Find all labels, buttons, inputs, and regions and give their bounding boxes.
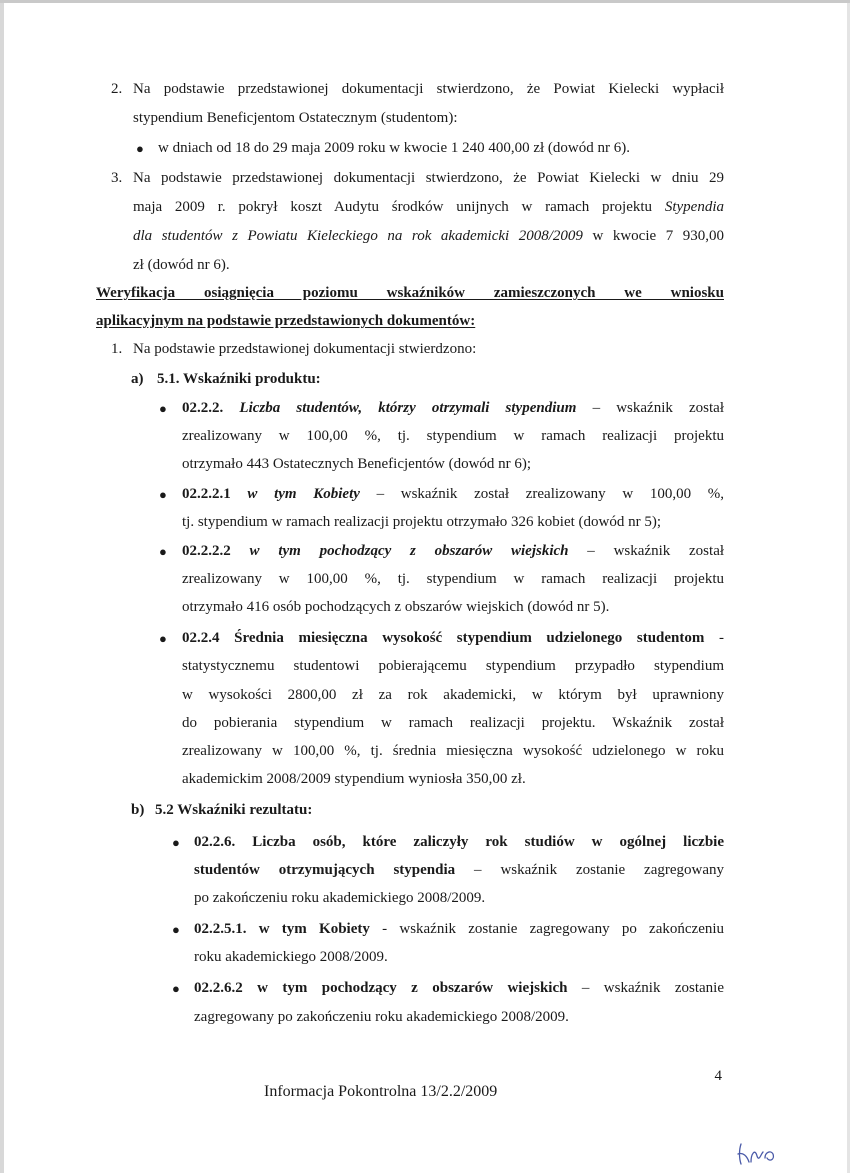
bullet-icon: ● [172, 835, 180, 850]
indicator-02-2-4-line-4: do pobierania stypendium w ramach realizacji projektu. Wskaźnik został [182, 715, 724, 731]
bullet-icon: ● [159, 487, 167, 502]
indicator-02-2-4-line-2: statystycznemu studentowi pobierającemu stypendium przypadło stypendium [182, 658, 724, 674]
item-3-line-3: dla studentów z Powiatu Kieleckiego na rok akademicki 2008/2009 w kwocie 7 930,00 [133, 228, 725, 244]
item-3-line-2: maja 2009 r. pokrył koszt Audytu środków unijnych w ramach projektu Stypendia [133, 199, 725, 215]
indicator-02-2-2-2-line-2: zrealizowany w 100,00 %, tj. stypendium w ramach realizacji projektu [182, 571, 724, 587]
indicator-02-2-4-line-3: w wysokości 2800,00 zł za rok akademicki, w którym był uprawniony [182, 687, 724, 703]
indicator-02-2-2-1-line-1: 02.2.2.1 w tym Kobiety – wskaźnik został zrealizowany w 100,00 %, [182, 486, 725, 502]
item-2-line-1: Na podstawie przedstawionej dokumentacji stwierdzono, że Powiat Kielecki wypłacił [133, 81, 724, 97]
indicator-02-2-6-line-1: 02.2.6. Liczba osób, które zaliczyły rok studiów w ogólnej liczbie [194, 834, 724, 850]
item-3-line-1: Na podstawie przedstawionej dokumentacji stwierdzono, że Powiat Kielecki w dniu 29 [133, 170, 724, 186]
bullet-icon: ● [172, 981, 180, 996]
bullet-icon: ● [159, 631, 167, 646]
indicator-02-2-2-line-2: zrealizowany w 100,00 %, tj. stypendium w ramach realizacji projektu [182, 428, 724, 444]
section-b-label: b) [131, 802, 145, 818]
section-a-title: 5.1. Wskaźniki produktu: [157, 371, 321, 387]
page-number: 4 [714, 1068, 722, 1084]
scan-edge-left [0, 0, 4, 1173]
section-heading-line-1: Weryfikacja osiągnięcia poziomu wskaźników zamieszczonych we wniosku [96, 285, 724, 301]
indicator-02-2-4-line-1: 02.2.4 Średnia miesięczna wysokość stypendium udzielonego studentom - [182, 630, 724, 646]
section-b-title: 5.2 Wskaźniki rezultatu: [155, 802, 313, 818]
indicator-02-2-2-line-1: 02.2.2. Liczba studentów, którzy otrzymali stypendium – wskaźnik został [182, 400, 725, 416]
indicator-02-2-5-1-line-2: roku akademickiego 2008/2009. [194, 949, 388, 965]
indicator-02-2-4-line-5: zrealizowany w 100,00 %, tj. średnia miesięczna wysokość udzielonego w roku [182, 743, 724, 759]
section-heading-line-2: aplikacyjnym na podstawie przedstawionych dokumentów: [96, 313, 476, 329]
bullet-icon: ● [159, 544, 167, 559]
item-1-text: Na podstawie przedstawionej dokumentacji stwierdzono: [133, 341, 477, 357]
indicator-02-2-2-line-3: otrzymało 443 Ostatecznych Beneficjentów (dowód nr 6); [182, 456, 532, 472]
handwritten-initials-icon [735, 1132, 795, 1168]
bullet-icon: ● [172, 922, 180, 937]
item-3-number: 3. [111, 170, 123, 186]
bullet-icon: ● [136, 141, 144, 156]
item-2-bullet-text: w dniach od 18 do 29 maja 2009 roku w kwocie 1 240 400,00 zł (dowód nr 6). [158, 140, 631, 156]
item-2-line-2: stypendium Beneficjentom Ostatecznym (studentom): [133, 110, 458, 126]
indicator-02-2-2-2-line-3: otrzymało 416 osób pochodzących z obszarów wiejskich (dowód nr 5). [182, 599, 610, 615]
indicator-02-2-2-1-line-2: tj. stypendium w ramach realizacji projektu otrzymało 326 kobiet (dowód nr 5); [182, 514, 662, 530]
footer-text: Informacja Pokontrolna 13/2.2/2009 [264, 1083, 498, 1100]
indicator-02-2-2-2-line-1: 02.2.2.2 w tym pochodzący z obszarów wiejskich – wskaźnik został [182, 543, 725, 559]
item-3-line-4: zł (dowód nr 6). [133, 257, 230, 273]
indicator-02-2-6-line-3: po zakończeniu roku akademickiego 2008/2009. [194, 890, 486, 906]
scan-edge-top [0, 0, 850, 3]
bullet-icon: ● [159, 401, 167, 416]
indicator-02-2-4-line-6: akademickim 2008/2009 stypendium wyniosła 350,00 zł. [182, 771, 526, 787]
item-1-number: 1. [111, 341, 123, 357]
indicator-02-2-6-2-line-2: zagregowany po zakończeniu roku akademickiego 2008/2009. [194, 1009, 569, 1025]
indicator-02-2-5-1-line-1: 02.2.5.1. w tym Kobiety - wskaźnik zostanie zagregowany po zakończeniu [194, 921, 725, 937]
section-a-label: a) [131, 371, 144, 387]
indicator-02-2-6-2-line-1: 02.2.6.2 w tym pochodzący z obszarów wiejskich – wskaźnik zostanie [194, 980, 724, 996]
indicator-02-2-6-line-2: studentów otrzymujących stypendia – wskaźnik zostanie zagregowany [194, 862, 724, 878]
item-2-number: 2. [111, 81, 123, 97]
